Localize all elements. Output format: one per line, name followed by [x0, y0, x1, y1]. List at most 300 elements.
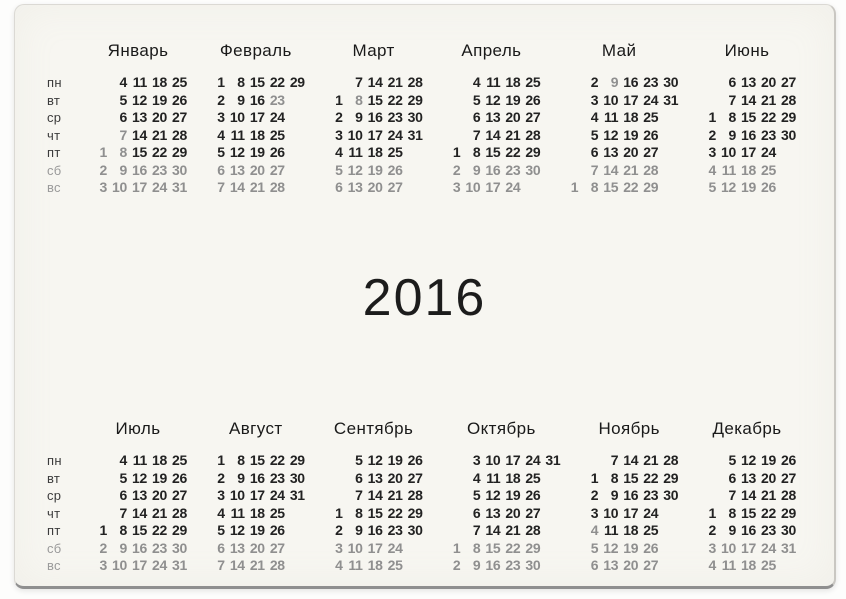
- empty-cell: [698, 487, 716, 505]
- empty-cell: [442, 127, 460, 145]
- date-cell: 19: [623, 539, 639, 556]
- date-cell: 16: [623, 74, 639, 90]
- empty-cell: [405, 540, 423, 558]
- date-cell: 30: [663, 487, 679, 503]
- month-grid: [442, 74, 540, 197]
- empty-cell: [660, 505, 678, 523]
- month-grid: [698, 74, 796, 197]
- date-cell: 27: [172, 109, 187, 125]
- date-cell: 29: [643, 179, 659, 195]
- date-cell: 9: [119, 161, 127, 178]
- date-cell: 25: [172, 452, 187, 468]
- month-grid: [89, 452, 187, 575]
- date-cell: 30: [172, 161, 187, 178]
- date-cell: 22: [643, 469, 659, 486]
- empty-cell: [287, 557, 305, 575]
- date-cell: 20: [623, 144, 639, 160]
- date-cell: 26: [172, 91, 187, 108]
- date-cell: 20: [249, 539, 265, 556]
- date-cell: 27: [525, 504, 541, 521]
- empty-cell: [89, 92, 107, 110]
- date-cell: 6: [472, 109, 481, 125]
- date-cell: 3: [217, 487, 225, 503]
- date-cell: 19: [367, 161, 383, 178]
- date-cell: 28: [781, 91, 796, 108]
- date-cell: 30: [781, 126, 796, 143]
- date-cell: 19: [623, 126, 639, 143]
- date-cell: 12: [603, 126, 619, 143]
- date-cell: 20: [623, 557, 639, 573]
- date-cell: 4: [472, 469, 481, 486]
- empty-cell: [442, 74, 460, 92]
- date-cell: 22: [761, 109, 776, 125]
- date-cell: 3: [452, 179, 461, 195]
- date-cell: 10: [112, 179, 127, 195]
- date-cell: 3: [590, 91, 599, 108]
- empty-cell: [778, 144, 796, 162]
- empty-cell: [405, 557, 423, 575]
- date-cell: 15: [249, 74, 265, 90]
- date-cell: 27: [269, 539, 285, 556]
- date-cell: 31: [545, 452, 561, 468]
- month-name: Июнь: [724, 41, 770, 60]
- date-cell: 5: [119, 469, 127, 486]
- date-cell: 24: [269, 109, 285, 125]
- date-cell: 8: [237, 74, 245, 90]
- date-cell: 10: [603, 504, 619, 521]
- month-name: Август: [229, 419, 283, 438]
- date-cell: 24: [152, 179, 167, 195]
- month-name: Декабрь: [712, 419, 782, 438]
- date-cell: 23: [643, 74, 659, 90]
- date-cell: 29: [525, 539, 541, 556]
- date-cell: 27: [269, 161, 285, 178]
- date-cell: 20: [249, 161, 265, 178]
- empty-cell: [405, 162, 423, 180]
- date-cell: 21: [249, 179, 265, 195]
- date-cell: 18: [249, 126, 265, 143]
- date-cell: 23: [505, 161, 521, 178]
- date-cell: 10: [603, 91, 619, 108]
- date-cell: 2: [99, 161, 107, 178]
- date-cell: 22: [152, 522, 167, 538]
- date-cell: 31: [172, 557, 187, 573]
- date-cell: 10: [465, 179, 481, 195]
- date-cell: 1: [335, 504, 343, 521]
- date-cell: 20: [761, 469, 776, 486]
- date-cell: 8: [472, 144, 481, 160]
- date-cell: 5: [217, 522, 225, 538]
- date-cell: 8: [728, 109, 736, 125]
- date-cell: 29: [289, 74, 305, 90]
- weekday-label-вт: вт: [47, 470, 61, 486]
- date-cell: 26: [172, 469, 187, 486]
- date-cell: 7: [355, 74, 363, 90]
- date-cell: 25: [172, 74, 187, 90]
- empty-cell: [442, 470, 460, 488]
- date-cell: 3: [99, 179, 107, 195]
- date-cell: 21: [505, 126, 521, 143]
- date-cell: 9: [355, 522, 363, 538]
- date-cell: 1: [708, 109, 716, 125]
- date-cell: 19: [152, 469, 167, 486]
- date-cell: 4: [217, 504, 225, 521]
- date-cell: 10: [347, 126, 363, 143]
- empty-cell: [542, 470, 560, 488]
- date-cell: 17: [132, 557, 147, 573]
- date-cell: 15: [603, 179, 619, 195]
- date-cell: 29: [172, 144, 187, 160]
- date-cell: 24: [387, 126, 403, 143]
- date-cell: 1: [217, 74, 225, 90]
- date-cell: 11: [603, 522, 619, 538]
- date-cell: 9: [237, 469, 245, 486]
- date-cell: 28: [407, 74, 423, 90]
- month-grid: [442, 452, 560, 575]
- date-cell: 23: [505, 557, 521, 573]
- date-cell: 9: [472, 161, 481, 178]
- date-cell: 14: [741, 91, 756, 108]
- date-cell: 24: [643, 504, 659, 521]
- date-cell: 14: [485, 522, 501, 538]
- date-cell: 19: [761, 452, 776, 468]
- date-cell: 6: [355, 469, 363, 486]
- date-cell: 23: [269, 469, 285, 486]
- date-cell: 28: [781, 487, 796, 503]
- date-cell: 6: [472, 504, 481, 521]
- date-cell: 14: [741, 487, 756, 503]
- empty-cell: [442, 505, 460, 523]
- date-cell: 1: [570, 179, 579, 195]
- date-cell: 21: [623, 161, 639, 178]
- date-cell: 3: [708, 144, 716, 160]
- date-cell: 15: [485, 539, 501, 556]
- date-cell: 14: [229, 179, 245, 195]
- date-cell: 28: [643, 161, 659, 178]
- date-cell: 7: [472, 522, 481, 538]
- date-cell: 9: [728, 126, 736, 143]
- date-cell: 13: [485, 109, 501, 125]
- date-cell: 7: [728, 487, 736, 503]
- date-cell: 11: [230, 504, 245, 521]
- date-cell: 29: [781, 109, 796, 125]
- empty-cell: [660, 540, 678, 558]
- date-cell: 11: [486, 74, 501, 90]
- date-cell: 24: [643, 91, 659, 108]
- date-cell: 17: [367, 539, 383, 556]
- date-cell: 8: [119, 522, 127, 538]
- weekday-label-пт: пт: [47, 523, 61, 538]
- date-cell: 12: [367, 452, 383, 468]
- date-cell: 23: [387, 522, 403, 538]
- empty-cell: [287, 144, 305, 162]
- month-grid: [580, 452, 678, 575]
- date-cell: 12: [132, 91, 147, 108]
- month-4: [442, 41, 540, 197]
- date-cell: 27: [781, 469, 796, 486]
- empty-cell: [778, 179, 796, 197]
- date-cell: 28: [525, 126, 541, 143]
- date-cell: 19: [249, 522, 265, 538]
- date-cell: 2: [452, 161, 461, 178]
- date-cell: 5: [472, 487, 481, 503]
- date-cell: 26: [269, 522, 285, 538]
- date-cell: 12: [741, 452, 756, 468]
- date-cell: 4: [472, 74, 481, 90]
- date-cell: 3: [708, 539, 716, 556]
- calendar-bottom-half: [15, 419, 834, 589]
- date-cell: 29: [663, 469, 679, 486]
- month-grid: [325, 74, 423, 197]
- date-cell: 29: [781, 504, 796, 521]
- date-cell: 11: [230, 126, 245, 143]
- date-cell: 26: [781, 452, 796, 468]
- date-cell: 13: [229, 161, 245, 178]
- month-12: [698, 419, 796, 575]
- date-cell: 30: [663, 74, 679, 90]
- date-cell: 18: [741, 557, 756, 573]
- empty-cell: [660, 162, 678, 180]
- date-cell: 26: [407, 452, 423, 468]
- date-cell: 14: [367, 487, 383, 503]
- date-cell: 21: [249, 557, 265, 573]
- empty-cell: [442, 92, 460, 110]
- date-cell: 3: [99, 557, 107, 573]
- date-cell: 28: [172, 126, 187, 143]
- empty-cell: [660, 522, 678, 540]
- date-cell: 23: [269, 91, 285, 108]
- empty-cell: [542, 557, 560, 575]
- date-cell: 30: [781, 522, 796, 538]
- date-cell: 30: [289, 469, 305, 486]
- date-cell: 5: [217, 144, 225, 160]
- weekday-label-чт: чт: [47, 505, 61, 521]
- date-cell: 18: [367, 144, 383, 160]
- month-name: Сентябрь: [333, 419, 414, 438]
- empty-cell: [698, 92, 716, 110]
- empty-cell: [522, 179, 540, 197]
- date-cell: 26: [643, 539, 659, 556]
- date-cell: 28: [269, 557, 285, 573]
- months-row-bottom: [89, 419, 796, 575]
- date-cell: 5: [355, 452, 363, 468]
- weekday-label-ср: ср: [47, 110, 62, 125]
- date-cell: 16: [367, 109, 383, 125]
- date-cell: 17: [249, 487, 265, 503]
- date-cell: 17: [505, 452, 521, 468]
- date-cell: 1: [452, 144, 461, 160]
- date-cell: 6: [217, 161, 225, 178]
- calendar-card: [14, 4, 836, 589]
- empty-cell: [287, 505, 305, 523]
- date-cell: 11: [132, 452, 147, 468]
- date-cell: 12: [485, 487, 501, 503]
- date-cell: 11: [348, 557, 363, 573]
- date-cell: 20: [152, 109, 167, 125]
- date-cell: 24: [152, 557, 167, 573]
- date-cell: 18: [623, 109, 639, 125]
- date-cell: 4: [708, 557, 716, 573]
- date-cell: 12: [347, 161, 363, 178]
- date-cell: 6: [119, 487, 127, 503]
- date-cell: 4: [335, 144, 343, 160]
- date-cell: 22: [761, 504, 776, 521]
- date-cell: 12: [721, 179, 736, 195]
- date-cell: 29: [289, 452, 305, 468]
- empty-cell: [442, 452, 460, 470]
- date-cell: 15: [741, 109, 756, 125]
- date-cell: 5: [728, 452, 736, 468]
- month-name: Май: [601, 41, 637, 60]
- weekday-labels-bottom: [47, 452, 79, 575]
- date-cell: 16: [132, 539, 147, 556]
- date-cell: 6: [728, 469, 736, 486]
- date-cell: 19: [387, 452, 403, 468]
- date-cell: 3: [335, 126, 343, 143]
- date-cell: 15: [132, 144, 147, 160]
- empty-cell: [287, 522, 305, 540]
- date-cell: 26: [269, 144, 285, 160]
- empty-cell: [287, 540, 305, 558]
- date-cell: 27: [781, 74, 796, 90]
- date-cell: 20: [152, 487, 167, 503]
- date-cell: 7: [728, 91, 736, 108]
- date-cell: 25: [525, 469, 541, 486]
- date-cell: 5: [590, 126, 599, 143]
- date-cell: 12: [229, 144, 245, 160]
- date-cell: 15: [623, 469, 639, 486]
- date-cell: 21: [761, 91, 776, 108]
- date-cell: 27: [407, 469, 423, 486]
- empty-cell: [560, 74, 578, 92]
- empty-cell: [287, 109, 305, 127]
- date-cell: 7: [119, 504, 127, 521]
- date-cell: 5: [119, 91, 127, 108]
- date-cell: 25: [387, 557, 403, 573]
- date-cell: 27: [643, 144, 659, 160]
- empty-cell: [542, 522, 560, 540]
- date-cell: 13: [347, 179, 363, 195]
- month-11: [580, 419, 678, 575]
- date-cell: 13: [603, 557, 619, 573]
- date-cell: 24: [761, 144, 776, 160]
- date-cell: 8: [355, 91, 363, 108]
- empty-cell: [542, 487, 560, 505]
- date-cell: 29: [407, 91, 423, 108]
- date-cell: 7: [610, 452, 619, 468]
- date-cell: 17: [623, 91, 639, 108]
- date-cell: 16: [741, 522, 756, 538]
- date-cell: 21: [761, 487, 776, 503]
- date-cell: 23: [152, 161, 167, 178]
- date-cell: 2: [590, 487, 599, 503]
- date-cell: 2: [590, 74, 599, 90]
- empty-cell: [325, 470, 343, 488]
- date-cell: 9: [728, 522, 736, 538]
- date-cell: 7: [590, 161, 599, 178]
- date-cell: 29: [172, 522, 187, 538]
- date-cell: 25: [269, 504, 285, 521]
- date-cell: 21: [505, 522, 521, 538]
- month-grid: [698, 452, 796, 575]
- empty-cell: [325, 487, 343, 505]
- date-cell: 13: [485, 504, 501, 521]
- date-cell: 13: [229, 539, 245, 556]
- date-cell: 7: [217, 179, 225, 195]
- weekday-label-чт: чт: [47, 127, 61, 143]
- date-cell: 10: [721, 539, 736, 556]
- empty-cell: [89, 470, 107, 488]
- date-cell: 18: [152, 74, 167, 90]
- date-cell: 12: [229, 522, 245, 538]
- date-cell: 14: [603, 161, 619, 178]
- month-name: Февраль: [219, 41, 292, 60]
- date-cell: 24: [387, 539, 403, 556]
- date-cell: 1: [708, 504, 716, 521]
- date-cell: 10: [347, 539, 363, 556]
- date-cell: 2: [708, 126, 716, 143]
- empty-cell: [287, 162, 305, 180]
- date-cell: 23: [761, 126, 776, 143]
- date-cell: 15: [741, 504, 756, 521]
- date-cell: 30: [525, 161, 541, 178]
- date-cell: 16: [249, 91, 265, 108]
- date-cell: 1: [590, 469, 599, 486]
- date-cell: 9: [472, 557, 481, 573]
- date-cell: 31: [172, 179, 187, 195]
- date-cell: 4: [119, 452, 127, 468]
- date-cell: 30: [525, 557, 541, 573]
- date-cell: 15: [132, 522, 147, 538]
- date-cell: 31: [289, 487, 305, 503]
- date-cell: 8: [728, 504, 736, 521]
- empty-cell: [698, 74, 716, 92]
- date-cell: 6: [217, 539, 225, 556]
- date-cell: 14: [132, 126, 147, 143]
- date-cell: 19: [505, 91, 521, 108]
- date-cell: 26: [525, 487, 541, 503]
- date-cell: 7: [119, 126, 127, 143]
- date-cell: 8: [590, 179, 599, 195]
- date-cell: 7: [472, 126, 481, 143]
- empty-cell: [89, 74, 107, 92]
- date-cell: 28: [172, 504, 187, 521]
- date-cell: 17: [623, 504, 639, 521]
- date-cell: 23: [761, 522, 776, 538]
- date-cell: 28: [269, 179, 285, 195]
- date-cell: 18: [367, 557, 383, 573]
- date-cell: 23: [152, 539, 167, 556]
- date-cell: 9: [610, 487, 619, 503]
- date-cell: 27: [387, 179, 403, 195]
- date-cell: 16: [485, 557, 501, 573]
- date-cell: 21: [643, 452, 659, 468]
- date-cell: 7: [217, 557, 225, 573]
- date-cell: 18: [152, 452, 167, 468]
- date-cell: 25: [643, 522, 659, 538]
- date-cell: 21: [152, 126, 167, 143]
- weekday-label-вс: вс: [47, 558, 61, 573]
- empty-cell: [89, 127, 107, 145]
- date-cell: 16: [132, 161, 147, 178]
- date-cell: 8: [119, 144, 127, 160]
- date-cell: 17: [249, 109, 265, 125]
- date-cell: 10: [229, 109, 245, 125]
- empty-cell: [405, 144, 423, 162]
- date-cell: 1: [452, 539, 461, 556]
- date-cell: 12: [603, 539, 619, 556]
- date-cell: 17: [741, 539, 756, 556]
